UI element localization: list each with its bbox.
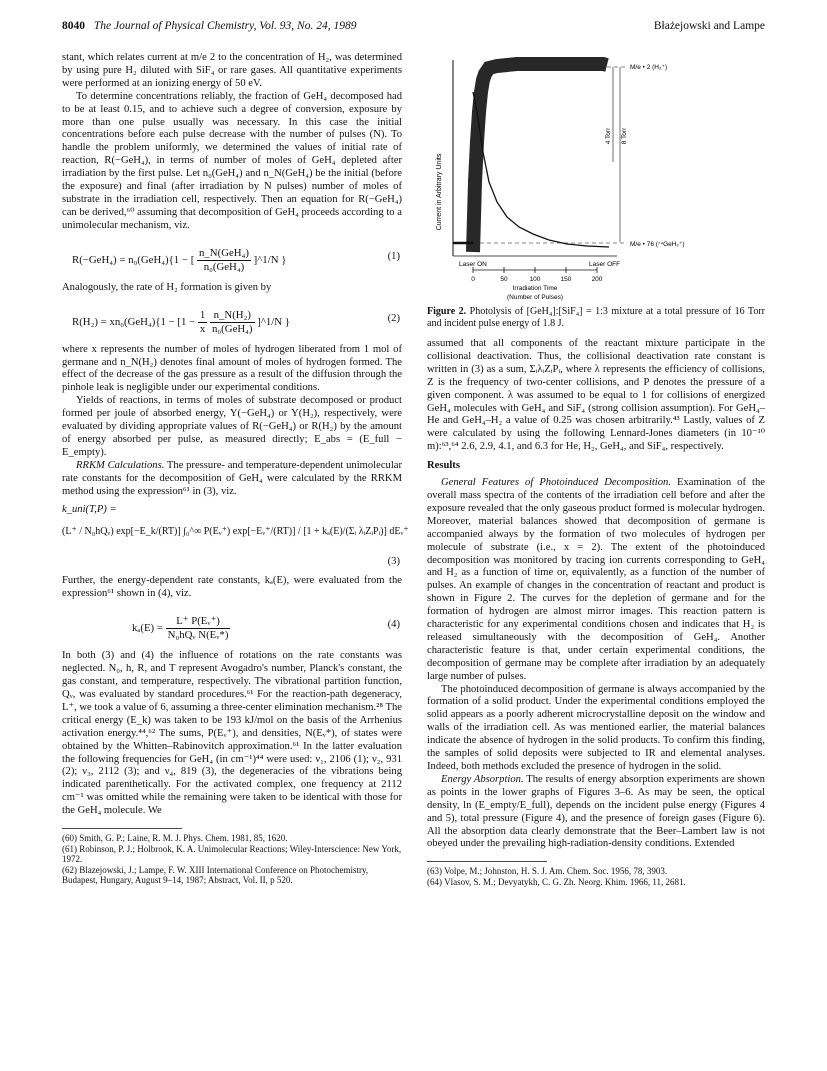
equation-1 [62,239,402,277]
equation-fraction [210,309,255,336]
footnote: (61) Robinson, P. J.; Holbrook, K. A. Unimolecular Reactions; Wiley-Interscience: New York, 1972. [62,843,402,865]
equation-2 [62,301,402,339]
label-h2: M/e • 2 (H₂⁺) [630,64,668,71]
equation-text: ]^1/N } [257,315,290,328]
paragraph [427,477,765,684]
equation-fraction [197,247,251,274]
x-tick-label: 150 [560,276,572,283]
equation-lhs: k_uni(T,P) = [62,504,117,516]
fraction-numerator: 1 [199,308,206,321]
h2-current-trace [473,64,607,252]
equation-text: R(−GeH₄) = n₀(GeH₄){1 − [ [72,253,195,266]
y-axis-label: Current in Arbitrary Units [436,153,443,231]
figure-caption [427,306,765,330]
x-tick-label: 50 [500,276,508,283]
x-tick-label: 200 [591,276,603,283]
figure-2-plot [427,52,765,302]
equation-text: (L⁺ / N₀hQᵥ) exp[−E_k/(RT)] ∫₀^∞ P(Eᵥ⁺) exp[−Eᵥ⁺/(RT)] / [1 + kₐ(E)/(Σᵢ λᵢZᵢPᵢ)] dEᵥ⁺ [62,526,409,538]
label-laser-off: Laser OFF [589,261,621,268]
paragraph: where x represents the number of moles of hydrogen liberated from 1 mol of germane and n_N(H₂) denotes final amount of moles of hydrogen formed. The effect of the decrease of the gas pressure as a result of the diffusion through the pinhole leak is negligible under our experimental conditions. [62,343,402,394]
x-tick-label: 100 [529,276,541,283]
paragraph-text: Examination of the overall mass spectra of the contents of the irradiation cell before and after the exposure revealed that the only gaseous product formed is molecular hydrogen. Moreover, material balances showed that decomposition of germane is accompanied always by the formation of two molecules of hydrogen per molecule of substrate (i.e., x = 2). The extent of the photoinduced decomposition was monitored by tracing ion currents corresponding to GeH₄ and H₂ as a function of time or, equivalently, as a function of the number of pulses. An example of changes in the concentration of reactant and product is shown in Figure 2. The curves for the depletion of germane and for the formation of hydrogen are almost mirror images. This reaction pattern is characteristic for any experimental conditions chosen and indicates that H₂ is released simultaneously with the decomposition of GeH₄. Another characteristic feature is that, under certain experimental conditions, the decomposition of germane may be complete after irradiation by an adequately large number of pulses. [427,477,765,682]
fraction-numerator: L⁺ P(Eᵥ⁺) [166,615,231,629]
running-authors: Błażejowski and Lampe [653,20,765,32]
fraction-numerator: n_N(GeH₄) [199,246,249,259]
left-column [62,52,409,886]
run-in-heading: General Features of Photoinduced Decomposition. [441,477,671,489]
equation-text: R(H₂) = xn₀(GeH₄){1 − [1 − [72,315,198,328]
footnote: (60) Smith, G. P.; Laine, R. M. J. Phys. Chem. 1981, 85, 1620. [62,833,288,844]
page-header [62,20,765,36]
paragraph [62,460,402,499]
footnote-rule [62,828,182,829]
fraction-denominator: N₀hQᵥ N(Eᵥ*) [167,629,229,642]
footnote-rule [427,861,547,862]
run-in-heading: RRKM Calculations. [76,459,165,471]
figure-2 [427,52,765,302]
paragraph-text: The pressure- and temperature-dependent unimolecular rate constants for the decomposition of GeH₄ were calculated by the RRKM method using the expression⁶¹ in (3), viz. [62,459,402,497]
paragraph: Further, the energy-dependent rate constants, kₐ(E), were evaluated from the expression⁶¹ shown in (4), viz. [62,575,402,600]
equation-number: (4) [387,619,400,631]
x-axis-label: Irradiation Time [512,285,558,292]
equation-text: ]^1/N } [253,253,287,266]
footnote: (63) Volpe, M.; Johnston, H. S. J. Am. Chem. Soc. 1956, 78, 3903. [427,866,668,877]
footnote: (62) Blazejowski, J.; Lampe, F. W. XIII International Conference on Photochemistry, Budapest, Hungary, August 9–14, 1987; Abstract, Vol. II, p 520. [62,864,369,886]
paragraph-text: The results of energy absorption experiments are shown as points in the lower graphs of Figures 3–6. As may be seen, the optical density, ln (E_empty/E_full), depends on the incident pulse energy (Figures 4 and 5), total pressure (Figure 4), and the presence of foreign gases (Figure 6). All the absorption data clearly demonstrate that the Beer–Lambert law is not obeyed under the prevailing high-radiation-density conditions. Extended [427,773,765,850]
paragraph: To determine concentrations reliably, the fraction of GeH₄ decomposed had to be at least 0.15, and to achieve such a degree of conversion, exposure by more than one pulse usually was necessary. In this case the initial concentrations before each pulse decrease with the number of pulses (N). To handle the problem uniformly, we determined the values of initial rate of reaction, R(−GeH₄), in terms of number of moles of GeH₄ depleted after irradiation by the first pulse. Let n₀(GeH₄) and n_N(GeH₄) be the initial (before the exposure) and final (after irradiation by N pulses) number of moles of substrate in the irradiation cell, respectively. Then an equation for R(−GeH₄) can be derived,⁶⁰ assuming that decomposition of GeH₄ proceeds according to a unimolecular mechanism, viz. [62,90,402,231]
equation-number: (3) [387,556,400,568]
equation-4 [62,607,402,645]
fraction-numerator: n_N(H₂) [210,309,255,323]
footnote: (64) Vlasov, S. M.; Devyatykh, C. G. Zh. Neorg. Khim. 1966, 11, 2681. [427,876,686,887]
equation-text: kₐ(E) = [132,622,163,635]
run-in-heading: Energy Absorption. [441,773,524,785]
right-column [427,52,765,888]
equation-3 [62,504,409,570]
section-heading: Results [427,460,460,472]
page-number: 8040 [62,20,85,32]
paragraph: stant, which relates current at m/e 2 to the concentration of H₂, was determined by using pure H₂ diluted with SiF₄ or rare gases. All quantitative experiments were performed at an ionizing energy of 50 eV. [62,52,402,89]
fraction-denominator: n₀(GeH₄) [203,260,245,273]
paragraph [427,774,765,851]
equation-fraction [198,309,207,336]
equation-number: (1) [387,250,400,262]
paragraph: In both (3) and (4) the influence of rotations on the rate constants was neglected. N₀, h, R, and T represent Avogadro's number, Planck's constant, the gas constant, and temperature, respectively. The vibrational partition function, Qᵥ, was evaluated by standard procedures.⁶¹ For the reaction-path degeneracy, L⁺, we took a value of 6, assuming a three-center elimination mechanism.²⁸ The critical energy (E_k) was taken to be 193 kJ/mol on the basis of the Arrhenius activation energy.⁴⁴,⁶² The sums, P(Eᵥ⁺), and densities, N(Eᵥ*), of states were obtained by the Whitten–Rabinovitch approximation.⁶¹ In the latter evaluation the following frequencies for GeH₄ (in cm⁻¹)⁴⁴ were used: ν₁, 2106 (1); ν₂, 931 (2); ν₃, 2112 (3); and ν₄, 819 (3), the degeneracies of the vibrations being indicated parenthetically. For the activated complex, one frequency at 2112 cm⁻¹ was omitted while the remaining were taken to be identical with those for the GeH₄ molecule. We [62,650,402,817]
figure-label: Figure 2. [427,306,467,317]
x-axis-sublabel: (Number of Pulses) [507,294,563,301]
paragraph: Yields of reactions, in terms of moles of substrate decomposed or product formed per joule of absorbed energy, Y(−GeH₄) or Y(H₂), respectively, were evaluated by dividing appropriate values of R(−GeH₄) or R(H₂) by the amount of energy absorbed per pulse, as measured directly; E_abs = (E_full − E_empty). [62,395,402,458]
x-tick-label: 0 [471,276,475,283]
fraction-denominator: x [199,322,206,335]
paragraph: The photoinduced decomposition of germane is always accompanied by the formation of a solid product. Under the experimental conditions employed the solid appears as a poorly adherent microcrystalline deposit on the window and walls of the irradiation cell. As was mentioned earlier, the material balances indicate the absence of hydrogen in the solid products. To confirm this finding, the samples of solid deposits were subjected to IR and elemental analyses. Indeed, both methods excluded the presence of hydrogen in the solid. [427,683,765,772]
fraction-denominator: n₀(GeH₄) [212,322,253,335]
equation-fraction [166,615,231,642]
paragraph: assumed that all components of the reactant mixture participate in the collisional deactivation. Thus, the collisional deactivation rate constant is written in (3) as a sum, ΣᵢλᵢZᵢPᵢ, where λ represents the efficiency of collisions, Z is the frequency of two-center collisions, and P denotes the pressure of a given component. λ was assumed to be equal to 1 for collisions of energized GeH₄ molecules with GeH₄ and SiF₄ (strong collision assumption). For GeH₄–He and GeH₄–H₂ a value of 0.25 was chosen arbitrarily.⁴³ Lastly, values of Z were calculated by using the following Lennard-Jones diameters (in 10⁻¹⁰ m):⁶³,⁶⁴ 2.6, 2.9, 4.1, and 6.3 for He, H₂, GeH₄, and SiF₄, respectively. [427,338,765,453]
geh4-current-trace [473,92,609,247]
equation-number: (2) [387,312,400,324]
label-8torr: 8 Torr [621,127,628,145]
label-laser-on: Laser ON [459,261,487,268]
label-geh: M/e • 76 (⁷⁴GeH₂⁺) [630,241,685,248]
paragraph: Analogously, the rate of H₂ formation is given by [62,281,272,293]
caption-text: Photolysis of [GeH₄]:[SiF₄] = 1:3 mixture at a total pressure of 16 Torr and incident pulse energy of 1.8 J. [427,306,765,329]
label-4torr: 4 Torr [605,127,612,145]
journal-title: The Journal of Physical Chemistry, Vol. 93, No. 24, 1989 [93,20,357,32]
